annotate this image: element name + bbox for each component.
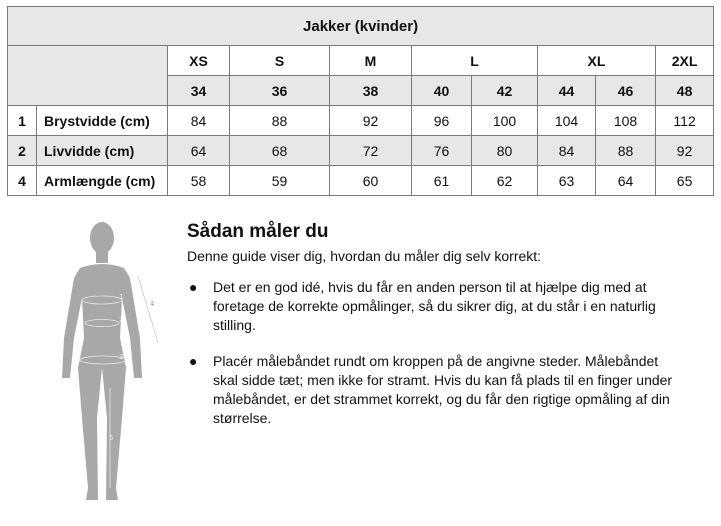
table-cell: 59 bbox=[230, 166, 330, 196]
bullet-icon: ● bbox=[189, 279, 198, 295]
arm-measure-line bbox=[138, 276, 158, 343]
row-number: 1 bbox=[8, 106, 37, 136]
table-cell: 63 bbox=[538, 166, 596, 196]
table-row-waist bbox=[8, 136, 714, 166]
table-cell: 88 bbox=[596, 136, 656, 166]
size-2xl: 2XL bbox=[656, 46, 714, 76]
table-cell: 92 bbox=[656, 136, 714, 166]
mark-4: 4 bbox=[150, 300, 155, 308]
size-number: 42 bbox=[472, 76, 538, 106]
size-s: S bbox=[230, 46, 330, 76]
row-label: Livvidde (cm) bbox=[37, 136, 168, 166]
size-number: 46 bbox=[596, 76, 656, 106]
row-label: Armlængde (cm) bbox=[37, 166, 168, 196]
measurement-guide bbox=[187, 220, 707, 445]
mark-5: 5 bbox=[109, 434, 114, 442]
body-silhouette bbox=[62, 222, 142, 500]
row-number: 4 bbox=[8, 166, 37, 196]
size-number: 36 bbox=[230, 76, 330, 106]
table-cell: 84 bbox=[168, 106, 230, 136]
table-cell: 58 bbox=[168, 166, 230, 196]
table-cell: 96 bbox=[412, 106, 472, 136]
mark-2: 2 bbox=[119, 316, 124, 324]
table-cell: 72 bbox=[330, 136, 412, 166]
mark-3: 3 bbox=[119, 353, 124, 361]
table-cell: 61 bbox=[412, 166, 472, 196]
size-chart-table bbox=[7, 6, 714, 196]
size-number: 38 bbox=[330, 76, 412, 106]
size-row bbox=[8, 46, 714, 76]
size-number: 44 bbox=[538, 76, 596, 106]
size-xs: XS bbox=[168, 46, 230, 76]
table-cell: 100 bbox=[472, 106, 538, 136]
guide-title: Sådan måler du bbox=[187, 221, 329, 242]
table-cell: 80 bbox=[472, 136, 538, 166]
row-number: 2 bbox=[8, 136, 37, 166]
bullet-text: Placér målebåndet rundt om kroppen på de angivne steder. Målebåndet skal sidde tæt; men ikke for stramt. Hvis du kan få plads til en finger under målebåndet, er det strammet korrekt, og du får den rigtige opmåling af din størrelse. bbox=[213, 353, 673, 426]
table-cell: 88 bbox=[230, 106, 330, 136]
guide-intro: Denne guide viser dig, hvordan du måler dig selv korrekt: bbox=[187, 248, 542, 264]
table-cell: 60 bbox=[330, 166, 412, 196]
table-cell: 92 bbox=[330, 106, 412, 136]
table-cell: 104 bbox=[538, 106, 596, 136]
list-item bbox=[187, 278, 683, 335]
table-cell: 65 bbox=[656, 166, 714, 196]
table-row-bust bbox=[8, 106, 714, 136]
row-label: Brystvidde (cm) bbox=[37, 106, 168, 136]
table-cell: 64 bbox=[168, 136, 230, 166]
table-cell: 68 bbox=[230, 136, 330, 166]
size-m: M bbox=[330, 46, 412, 76]
table-row-arm bbox=[8, 166, 714, 196]
mark-1: 1 bbox=[119, 293, 124, 301]
size-number: 34 bbox=[168, 76, 230, 106]
bullet-icon: ● bbox=[189, 353, 198, 369]
table-cell: 84 bbox=[538, 136, 596, 166]
size-xl: XL bbox=[538, 46, 656, 76]
header-blank bbox=[8, 46, 168, 106]
bullet-text: Det er en god idé, hvis du får en anden person til at hjælpe dig med at foretage de korrekte opmålinger, så du sikrer dig, at du står i en naturlig stilling. bbox=[213, 279, 656, 333]
table-cell: 64 bbox=[596, 166, 656, 196]
body-measurement-figure bbox=[50, 218, 170, 518]
table-cell: 62 bbox=[472, 166, 538, 196]
size-number: 40 bbox=[412, 76, 472, 106]
size-l: L bbox=[412, 46, 538, 76]
table-cell: 108 bbox=[596, 106, 656, 136]
table-title: Jakker (kvinder) bbox=[8, 7, 714, 46]
list-item bbox=[187, 352, 683, 428]
table-cell: 112 bbox=[656, 106, 714, 136]
guide-bullets bbox=[187, 278, 707, 428]
table-cell: 76 bbox=[412, 136, 472, 166]
size-number: 48 bbox=[656, 76, 714, 106]
